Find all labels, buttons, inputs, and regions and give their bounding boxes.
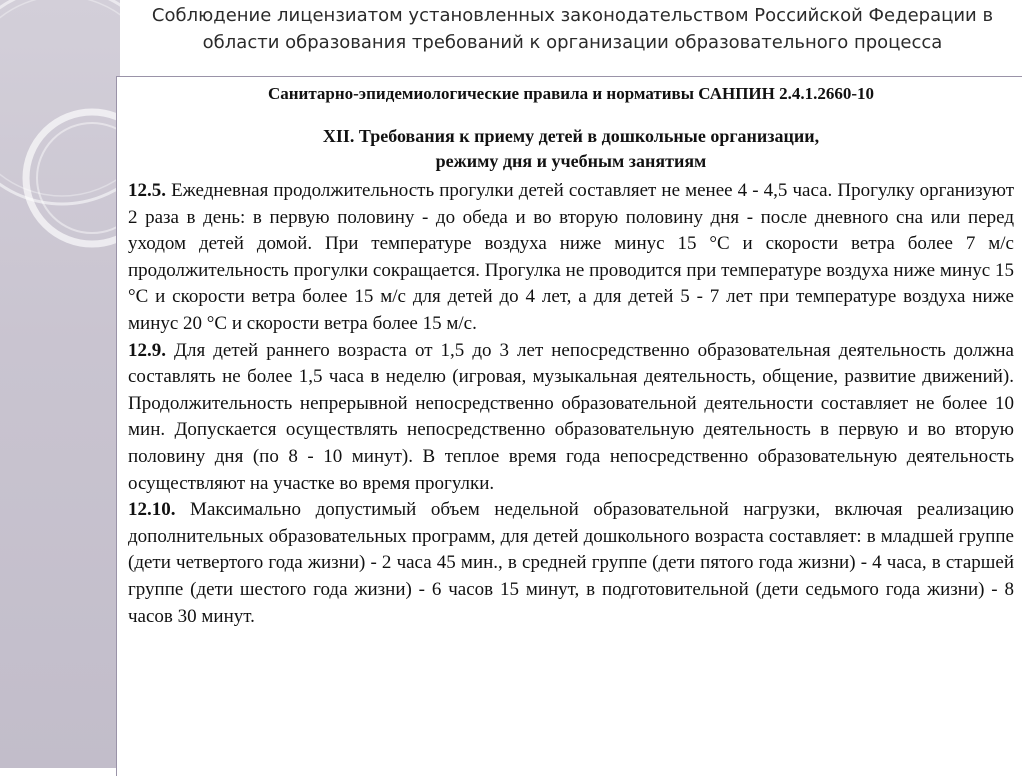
paragraph-number: 12.9. <box>128 339 166 361</box>
paragraph-12-5 <box>128 178 1014 338</box>
section-title-line-1: XII. Требования к приему детей в дошкольные организации, <box>322 126 820 146</box>
paragraph-number: 12.10. <box>128 499 176 521</box>
document-body <box>128 82 1014 630</box>
document-heading: Санитарно-эпидемиологические правила и нормативы САНПИН 2.4.1.2660-10 <box>267 84 875 103</box>
paragraph-12-9 <box>128 338 1014 498</box>
paragraph-number: 12.5. <box>128 180 166 201</box>
section-title <box>128 124 1014 174</box>
section-title-line-2: режиму дня и учебным занятиям <box>435 151 707 171</box>
paragraph-12-10 <box>128 497 1014 630</box>
slide-title: Соблюдение лицензиатом установленных законодательством Российской Федерации в области образования требований к организации образовательного процесса <box>151 5 994 53</box>
paragraph-text: Максимально допустимый объем недельной образовательной нагрузки, включая реализацию дополнительных образовательных программ, для детей дошкольного возраста составляет: в младшей группе (дети четвертого года жизни) - 2 часа 45 мин., в средней группе (дети пятого года жизни) - 4 часа, в старшей группе (дети шестого года жизни) - 6 часов 15 минут, в подготовительной (дети седьмого года жизни) - 8 часов 30 минут. <box>128 499 1014 627</box>
paragraph-text: Для детей раннего возраста от 1,5 до 3 лет непосредственно образовательная деятельность должна составлять не более 1,5 часа в неделю (игровая, музыкальная деятельность, общение, развитие движений). Продолжительность непрерывной непосредственно образовательной деятельности составляет не более 10 мин. Допускается осуществлять непосредственно образовательную деятельность в первую и во вторую половину дня (по 8 - 10 минут). В теплое время года непосредственно образовательную деятельность осуществляют на участке во время прогулки. <box>128 339 1014 494</box>
paragraph-text: Ежедневная продолжительность прогулки детей составляет не менее 4 - 4,5 часа. Прогулку организуют 2 раза в день: в первую половину - до обеда и во вторую половину дня - после дневного сна или перед уходом детей домой. При температуре воздуха ниже минус 15 °С и скорости ветра более 7 м/с продолжительность прогулки сокращается. Прогулка не проводится при температуре воздуха ниже минус 15 °С и скорости ветра более 15 м/с для детей до 4 лет, а для детей 5 - 7 лет при температуре воздуха ниже минус 20 °С и скорости ветра более 15 м/с. <box>128 180 1014 334</box>
